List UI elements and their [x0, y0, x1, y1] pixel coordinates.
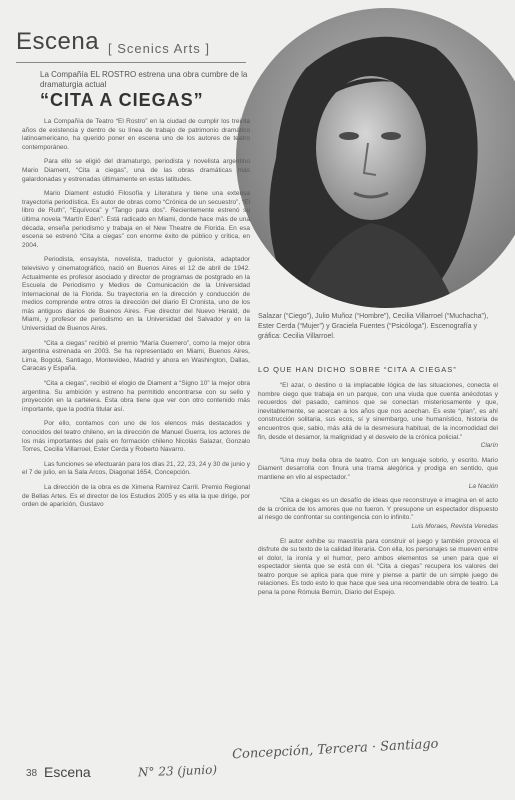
section-subtitle: [ Scenics Arts ] [108, 41, 210, 56]
credits-text: Salazar (“Ciego”), Julio Muñoz (“Hombre”), Cecilia Villarroel (“Muchacha”), Ester Cerda (“Mujer”) y Graciela Fuentes (“Psicóloga”). Escenografía y gráfica: Cecilia Villarroel. [258, 313, 489, 340]
right-column-reviews [258, 382, 498, 604]
quote-source: La Nación [468, 482, 498, 490]
review-quote [258, 497, 498, 531]
paragraph: La Compañía de Teatro “El Rostro” en la ciudad de cumplir los treinta años de existencia y dentro de su línea de trabajo de patrimonio dramático latinoamericano, ha querido poner en escena uno de los autores de teatro contemporáneo. [22, 118, 250, 151]
author-portrait-photo [236, 8, 515, 308]
paragraph: Periodista, ensayista, novelista, traductor y guionista, adaptador televisivo y cinematográfico, nació en Buenos Aires el 12 de abril de 1942. Actualmente es profesor asociado y director de programas de postgrado en la Escuela de Periodismo y Medios de Comunicación de la Universidad Internacional de la Florida. Su trayectoria en la dirección y conducción de medios comprende entre otros la dirección del diario El Cronista, uno de los más antiguos diarios de Buenos Aires. Fue director del Nuevo Herald, de Miami, y profesor de periodismo en la Universidad del Salvador y en la Universidad de Buenos Aires. [22, 256, 250, 333]
quote-source: Luis Moraes, Revista Veredas [411, 522, 498, 530]
left-column [22, 118, 250, 516]
paragraph: “Cita a ciegas” recibió el premio “María Guerrero”, como la mejor obra argentina estrenada en 2003. Se ha representado en Miami, Buenos Aires, Lima, Bogotá, Santiago, Montevideo, Madrid y ahora en Washington, Dallas, Caracas y España. [22, 339, 250, 373]
quote-text: “Cita a ciegas es un desafío de ideas que reconstruye e imagina en el acto de la crónica de los amores que no fueron. Y presupone un espectador dispuesto al riesgo de confrontar su contingencia con lo infinito.” [258, 497, 498, 522]
footer-section: Escena [44, 764, 91, 780]
handwritten-note: N° 23 (junio) [137, 762, 218, 780]
cast-credits [258, 312, 498, 348]
article-headline: “CITA A CIEGAS” [40, 90, 204, 110]
quote-source: Clarín [480, 442, 498, 450]
reviews-heading: LO QUE HAN DICHO SOBRE “CITA A CIEGAS” [258, 365, 457, 374]
quote-text: El autor exhibe su maestría para construir el juego y también provoca el disfrute de su texto de la calidad literaria. Con ella, los personajes se mueven entre el dolor, la ironía y el humor, pero ambos elementos se unen para que el espectador sienta que se está con él. “Cita a ciegas” recupera los valores del teatro porque se aplica para que mire y piense a partir de un simple juego de relaciones. Es todo esto lo que hace que sea una recomendable obra de teatro. La pena la pone Rómula Berrún, Diario del Espejo. [258, 537, 498, 597]
paragraph: “Cita a ciegas”, recibió el elogio de Diament a “Signo 10” la mejor obra argentina. Su ambición y estreno ha permitido encontrarse con su sello y proyección en la cartelera. Esta obra tiene que ver con otro contenido más importante, que la podría titular así. [22, 380, 250, 413]
paragraph: La dirección de la obra es de Ximena Ramírez Carril. Premio Regional de Bellas Artes. Es el director de los Estudios 2005 y es ella la que dirige, por orden de aparición, Gustavo [22, 483, 250, 509]
portrait-illustration [236, 8, 515, 308]
handwritten-note: Concepción, Tercera · Santiago [231, 736, 439, 763]
section-title: Escena [16, 28, 100, 55]
quote-text: “Una muy bella obra de teatro. Con un lenguaje sobrio, y escrito. Mario Diament desarrolla con finura una trama alegórica y prodiga en sentido, que mantiene en vilo al espectador.” [258, 456, 498, 481]
paragraph: Mario Diament estudió Filosofía y Literatura y tiene una extensa trayectoria periodística. Es autor de obras como “Crónica de un secuestro”, “El libro de Ruth”, “Equívoca” y “Tango para dos”. Recientemente estrenó su última novela “Martín Eden”. Está radicado en Miami, donde hace más de una década, enseña periodismo y trabaja en el New Theatre de Florida. En esa escena se estrenó “Cita a ciegas” con enorme éxito de público y crítica, en 2004. [22, 190, 250, 249]
article-kicker: La Compañía EL ROSTRO estrena una obra cumbre de la dramaturgia actual [40, 70, 248, 89]
quote-text: “El azar, o destino o la implacable lógica de las situaciones, conecta el hombre ciego que trabaja en un parque, con una viuda que cuenta anécdotas y recuerdos del pasado, caminos que se conectan misteriosamente y que, inevitablemente, se acercan a los años que nos acechan. Es este “plan”, es ahí construcción solitaria, sus ecos, sí y sinembargo, une humanístico, historia de encuentros que, sabio, más allá de la desmesura habitual, de la incomodidad del fin, desde el desamor, la malignidad y el desvelo de la crónica policial.” [258, 382, 498, 441]
paragraph: Por ello, contamos con uno de los elencos más destacados y conocidos del teatro chileno, en la dirección de Manuel Guerra, los actores de los más importantes del país en formación chileno Nicolás Salazar, Gonzalo Torres, Cecilia Villarroel, Ester Cerda y Roberto Navarro. [22, 420, 250, 454]
paragraph: Las funciones se efectuarán para los días 21, 22, 23, 24 y 30 de junio y el 7 de julio, en la Sala Arcos, Diagonal 1654, Concepción. [22, 460, 250, 477]
review-quote [258, 538, 498, 598]
paragraph: Para ello se eligió del dramaturgo, periodista y novelista argentino Mario Diament, “Cita a ciegas”, una de las obras dramáticas más galardonadas y estrenadas últimamente en estas latitudes. [22, 158, 250, 183]
page-number: 38 [26, 768, 38, 779]
review-quote [258, 382, 498, 451]
review-quote [258, 457, 498, 491]
header-divider [16, 62, 246, 63]
